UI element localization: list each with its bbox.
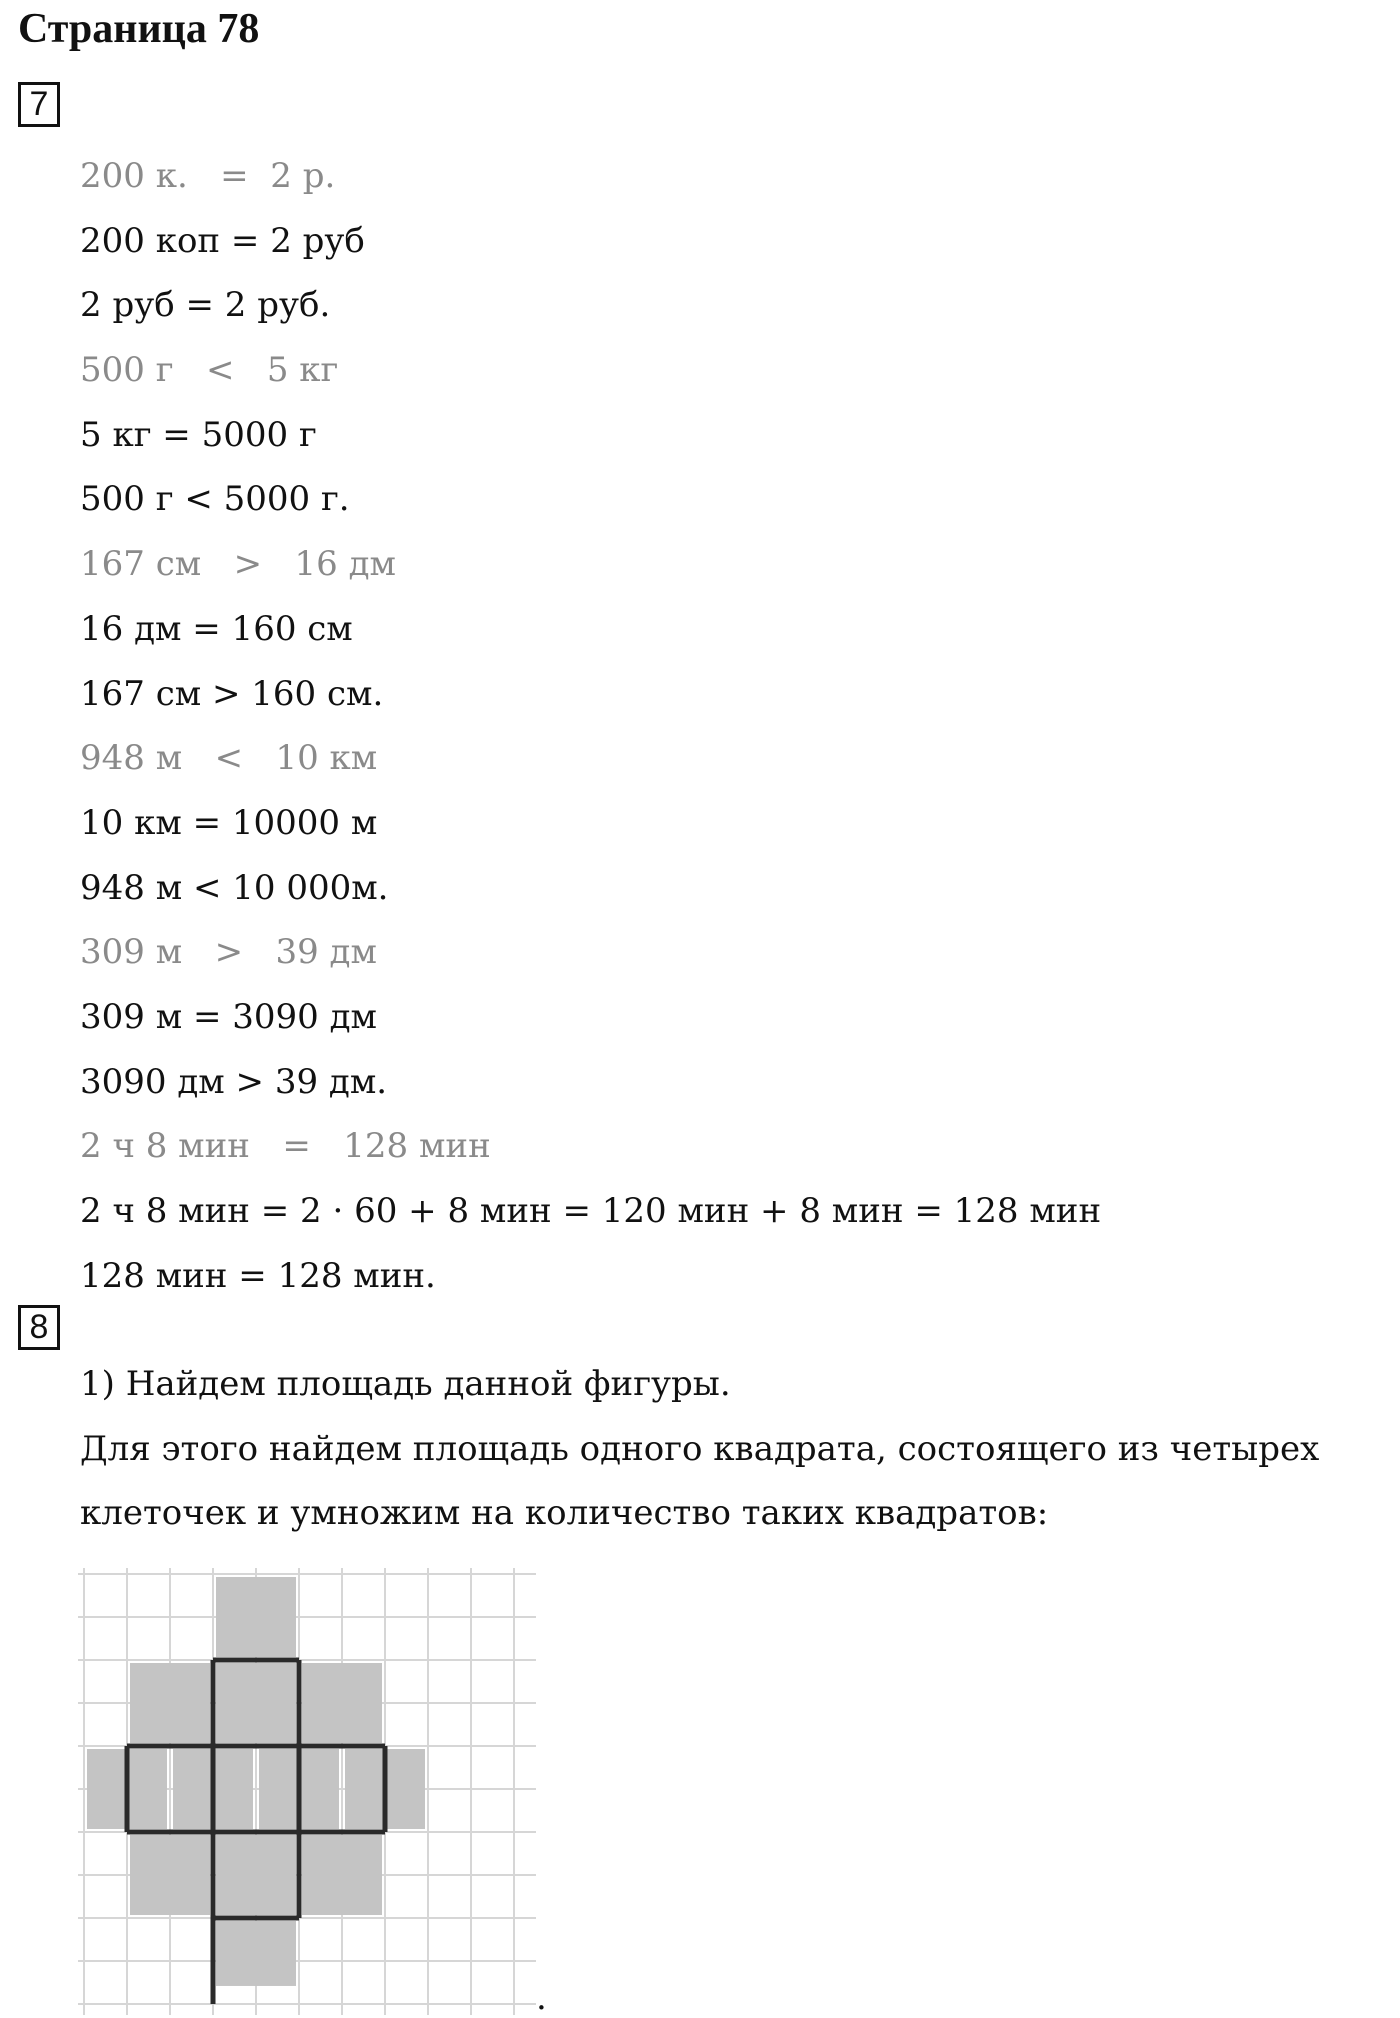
solution-line: 948 м < 10 000м.	[80, 867, 389, 908]
shaded-square	[216, 1663, 296, 1743]
task-8-line: 1) Найдем площадь данной фигуры.	[80, 1364, 731, 1404]
solution-line: 10 км = 10000 м	[80, 802, 378, 843]
task-7-solution	[80, 144, 1101, 1308]
cross-figure-grid	[78, 1568, 536, 2015]
shaded-square	[216, 1835, 296, 1915]
given-comparison: 200 к. = 2 р.	[80, 156, 336, 196]
given-comparison: 167 см > 16 дм	[80, 544, 396, 585]
given-comparison: 309 м > 39 дм	[80, 932, 377, 973]
shaded-square	[216, 1577, 296, 1657]
solution-line: 2 руб = 2 руб.	[80, 285, 331, 326]
solution-line: 500 г < 5000 г.	[80, 479, 350, 520]
task-7-number: 7	[18, 82, 60, 127]
solution-line: 5 кг = 5000 г	[80, 414, 317, 455]
shaded-square	[130, 1835, 210, 1915]
solution-line: 2 ч 8 мин = 2 · 60 + 8 мин = 120 мин + 8 мин = 128 мин	[80, 1191, 1102, 1231]
solution-line: 200 коп = 2 руб	[80, 220, 365, 261]
shaded-square	[302, 1835, 382, 1915]
solution-line: 309 м = 3090 дм	[80, 996, 377, 1037]
solution-line: 167 см > 160 см.	[80, 673, 384, 714]
task-8-line: клеточек и умножим на количество таких квадратов:	[80, 1493, 1049, 1533]
given-comparison: 2 ч 8 мин = 128 мин	[80, 1126, 491, 1167]
shaded-square	[216, 1921, 296, 1986]
task-8-text	[80, 1352, 1319, 1546]
task-8-number: 8	[18, 1305, 60, 1350]
given-comparison: 948 м < 10 км	[80, 738, 378, 779]
task-8-line: Для этого найдем площадь одного квадрата, состоящего из четырех	[80, 1428, 1320, 1469]
page-title: Страница 78	[18, 6, 260, 52]
solution-line: 16 дм = 160 см	[80, 608, 353, 649]
solution-line: 128 мин = 128 мин.	[80, 1255, 436, 1296]
solution-line: 3090 дм > 39 дм.	[80, 1061, 388, 1102]
given-comparison: 500 г < 5 кг	[80, 350, 339, 391]
shaded-square	[302, 1663, 382, 1743]
shaded-square	[130, 1663, 210, 1743]
trailing-dot: .	[536, 1978, 547, 2018]
